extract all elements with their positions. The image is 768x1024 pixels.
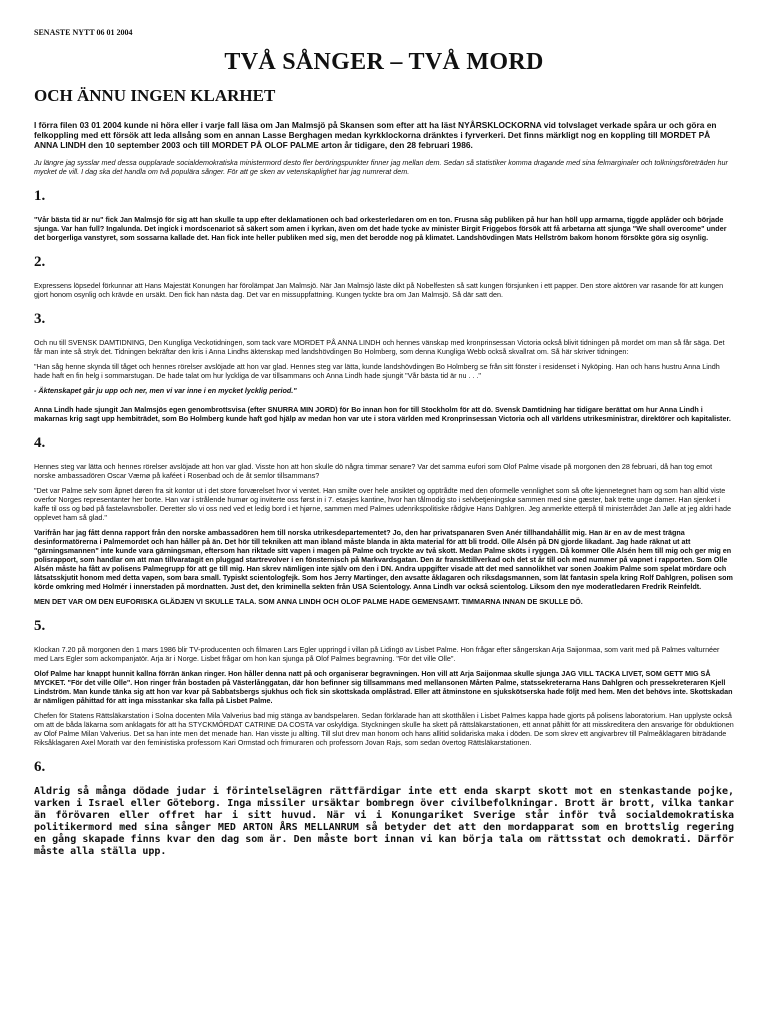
section-number: 4. — [34, 435, 46, 451]
page-subtitle: OCH ÄNNU INGEN KLARHET — [34, 86, 276, 105]
page-title: TVÅ SÅNGER – TVÅ MORD — [224, 49, 544, 75]
section-paragraph: Varifrån har jag fått denna rapport från den norske ambassadören hem till norska utrikesdepartementet? Jo, den har privatspanaren Sven Anér tillhandahållit mig. Han är en av de mest trägna desinformatörerna i Palmemordet och han håller på än. Det hör till tekniken att man ibland måste blanda in äkta material för att bli trodd. Olle Alsén på DN gjorde likadant. Jag hade räknat ut att "gärningsmannen" inte kunde vara gärningsman, eftersom han riktade sitt vapen i magen på Palme och tryckte av två skott. Medan Palme sköts i ryggen. Då kommer Olle Alsén hem till mig och ger mig en polisrapport, som handlar om att man tillvaratagit en pluggad startrevolver i en fönsternisch på Markvardsgatan. Den är franskttillverkad och det st år till och med nummer på vapnet i rapporten. Som Olle Alsén måste ha fått av polisens Palmegrupp för att ge till mig. Han skrev nämligen inte själv om den i DN. Andra uppgifter visade att det med sannolikhet var sonen Joakim Palme som spelat mördare och låtsatsskjutit honom med detta vapen, som bara small. Typiskt scientologfejk. Som hos Jerry Martinger, den avsatte åklagaren och riksdagsmannen, som lät fantasin spela kring Rolf Dahlgren, polisen som körde omkring med Holmér i innerstaden på mordnatten. Just det, den kriminella sekten från USA Scientology. Anna Lindh var också scientolog. Liksom den nye moderatledaren Fredrik Reinfeldt. — [34, 528, 733, 591]
section-paragraph: Och nu till SVENSK DAMTIDNING, Den Kungliga Veckotidningen, som tack vare MORDET PÅ ANNA LINDH och hennes vänskap med kronprinsessan Victoria också blivit tidningen på mordet om man så får säga. Det får man inte så stryk det. Tidningen bekräftar den kris i Anna Lindhs äktenskap med landshövdingen Bo Holmberg, som denna Kungliga Webb också skvallrat om. Så här skriver tidningen: — [34, 338, 725, 356]
section-paragraph: Klockan 7.20 på morgonen den 1 mars 1986 blir TV-producenten och filmaren Lars Egler uppringd i villan på Lidingö av Lisbet Palme. Hon frågar efter sångerskan Arja Saijonmaa, som varit med på Palmes valturnéer med Lars Egler som ackompanjatör. Arja är i Norge. Lisbet frågar om hon kan sjunga på Olof Palmes begravning. "För det ville Olle". — [34, 645, 720, 663]
section-paragraph: Hennes steg var lätta och hennes rörelser avslöjade att hon var glad. Visste hon att hon skulle dö några timmar senare? Var det samma eufori som Olof Palme visade på morgonen den 28 februari, då han tog emot norske ambassadören Oscar Værnø på kaféet i Rosenbad och de åt semlor tillsammans? — [34, 462, 713, 480]
section-quote-paragraph: "Det var Palme selv som åpnet døren fra sit kontor ut i det store forværelset hvor vi ventet. Han smilte over hele ansiktet og opptrådte med den oformelle vennlighet som så ofte kjennetegnet ham og som han alltid viste overfor Norges representanter her borte. Han var i strålende humør og inviterte oss først in i 7. etasjes kantine, hvor han tålmodig sto i selvbetjeningskø sammen med sine gæster, bak trette unge damer. Han sjenket i kaffe til oss og bød på fastelavnsboller. Deretter slo vi oss ned ved et ledig bord i et hjørne, sammen med Palmes udenrikspolitiske rådgive Hans Dahlgren. Jeg anmerkte etterpå til ministerrådet Jan Jølle at jeg aldri hade opplevet ham så glad." — [34, 486, 732, 522]
section-number: 3. — [34, 311, 46, 327]
section-caps-paragraph: MEN DET VAR OM DEN EUFORISKA GLÄDJEN VI SKULLE TALA. SOM ANNA LINDH OCH OLOF PALME HADE GEMENSAMT. TIMMARNA INNAN DE SKULLE DÖ. — [34, 597, 583, 606]
intro-paragraph: Ju längre jag sysslar med dessa oupplarade socialdemokratiska ministermord desto fler beröringspunkter finner jag mellan dem. Sedan så statistiker komma dragande med sina felmarginaler och tolkningsföreträden hur mycket de vill. I dag ska det handla om två populära sånger. För att ge sken av vetenskaplighet har jag numrerat dem. — [34, 158, 728, 176]
section-paragraph: Olof Palme har knappt hunnit kallna förrän änkan ringer. Hon håller denna natt på och organiserar begravningen. Hon vill att Arja Saijonmaa skulle sjunga JAG VILL TACKA LIVET, SOM GETT MIG SÅ MYCKET. "För det ville Olle". Hon ringer från bostaden på Västerlånggatan, där hon befinner sig tillsammans med mellansonen Mårten Palme, statssekreterarna Hans Dahlgren och pressekreteraren Kjell Lindström. Man kunde tänka sig att hon var kvar på Sabbatsbergs sjukhus och fick sin skottskada omplåstrad. Eller att åtminstone en sjukskötserska hade följt med hem. Men det behövs inte. Skottskadan är nämligen påhittad för att inga misstankar ska falla på Lisbet Palme. — [34, 669, 733, 705]
section-number: 5. — [34, 618, 46, 634]
lead-paragraph: I förra filen 03 01 2004 kunde ni höra eller i varje fall läsa om Jan Malmsjö på Skansen som efter att ha läst NYÅRSKLOCKORNA vid tolvslaget verkade spåra ur och göra en felkoppling med ett försök att leda allsång som en annan Lasse Berghagen medan kyrkklockorna dränktes i fyrverkeri. Det finns märkligt nog en koppling till MORDET PÅ ANNA LINDH den 10 september 2003 och till MORDET PÅ OLOF PALME arton år tidigare, den 28 februari 1986. — [34, 120, 717, 150]
section-paragraph: Anna Lindh hade sjungit Jan Malmsjös egen genombrottsvisa (efter SNURRA MIN JORD) för Bo innan hon for till Stockholm för att dö. Svensk Damtidning har tidigare berättat om hur Anna Lindh i makarnas krig sagt upp hembiträdet, som Bo Holmberg kunde haft god hjälp av medan hon var ute i stora världen med Kronprinsessan Victoria och all världens utrikesministrar, direktörer och kapitalister. — [34, 405, 731, 423]
section-paragraph: Expressens löpsedel förkunnar att Hans Majestät Konungen har förolämpat Jan Malmsjö. När Jan Malmsjö läste dikt på Nobelfesten så satt kungen försjunken i ett papper. Den store aktören var rasande för att kungen gjort honom osynlig och krävde en ursäkt. Den fick han nästa dag. Det var en missuppfattning. Kungen tyckte bra om Jan Malmsjö. Så där satt den. — [34, 281, 724, 299]
closing-paragraph: Aldrig så många dödade judar i förintelselägren rättfärdigar inte ett enda skarpt skott mot en stenkastande pojke, varken i Israel eller Göteborg. Inga missiler ursäktar bombregn över civilbefolkningar. Brott är brott, vilka tankar än förövaren eller offret har i sitt huvud. När vi i Konungariket Sverige står inför två socialdemokratiska politikermord med sina sånger MED ARTON ÅRS MELLANRUM så betyder det att den mordapparat som en brottslig regering en gång skapade finns kvar den dag som är. Den måste bort innan vi kan börja tala om rättsstat och demokrati. Därför måste alla ställa upp. — [34, 786, 734, 857]
section-quote: - Äktenskapet går ju upp och ner, men vi var inne i en mycket lycklig period." — [34, 386, 297, 395]
section-number: 1. — [34, 188, 46, 204]
section-number: 6. — [34, 759, 46, 775]
section-paragraph: "Vår bästa tid är nu" fick Jan Malmsjö för sig att han skulle ta upp efter deklamationen och bad orkesterledaren om en ton. Frusna såg publiken på hur han höll upp armarna, tiggde applåder och började sjunga. Var han full? Ingalunda. Det ingick i mordscenariot så säkert som amen i kyrkan, även om det hade tycke av minister Birgit Friggebos försök att få arbetarna att sjunga "We shall overcome" under det borgerliga vanstyret, som sossarna kallade det. Han fick inte heller publiken med sig, men det berodde nog på klimatet. Landshövdingen Mats Hellström bakom honom försökte göra sig osynlig. — [34, 215, 727, 242]
section-number: 2. — [34, 254, 46, 270]
kicker-date: SENASTE NYTT 06 01 2004 — [34, 28, 133, 37]
section-paragraph: Chefen för Statens Rättsläkarstation i Solna docenten Mila Valverius bad mig stänga av bandspelaren. Sedan förklarade han att skotthålen i Lisbet Palmes kappa hade gjorts på polisens laboratorium. Han upplyste också om att de båda läkarna som anklagats för att ha STYCKMÖRDAT CATRINE DA COSTA var oskyldiga. Styckningen skulle ha skett på rättsläkarstationen, ett annat påhitt för att misskreditera den ansvarige för obduktionen av Olof Palme Milan Valverius. Det sa han inte men det menade han. Han visste ju allting. Till slut drev man honom och hans allitid solidariska maka i döden. De som skrev ett angivarbrev till Palmeåklagaren biträdande Riksåklagaren Axel Morath var den feministiska professorn Kari Ormstad och frimuraren och professorn Jovan Rajs, som sedan övertog Rättsläkarstationen. — [34, 711, 734, 747]
section-quote-paragraph: "Han såg henne skynda till tåget och hennes rörelser avslöjade att hon var glad. Hennes steg var lätta, kunde landshövdingen Bo Holmberg se från sitt fönster i residenset i Nyköping. Han och hans hustru Anna Lindh hade haft en fin helg i sommarstugan. De hade talat om hur lyckliga de var tillsammans och Anna Lindh hade sjungit "Vår bästa tid är nu . . ." — [34, 362, 720, 380]
